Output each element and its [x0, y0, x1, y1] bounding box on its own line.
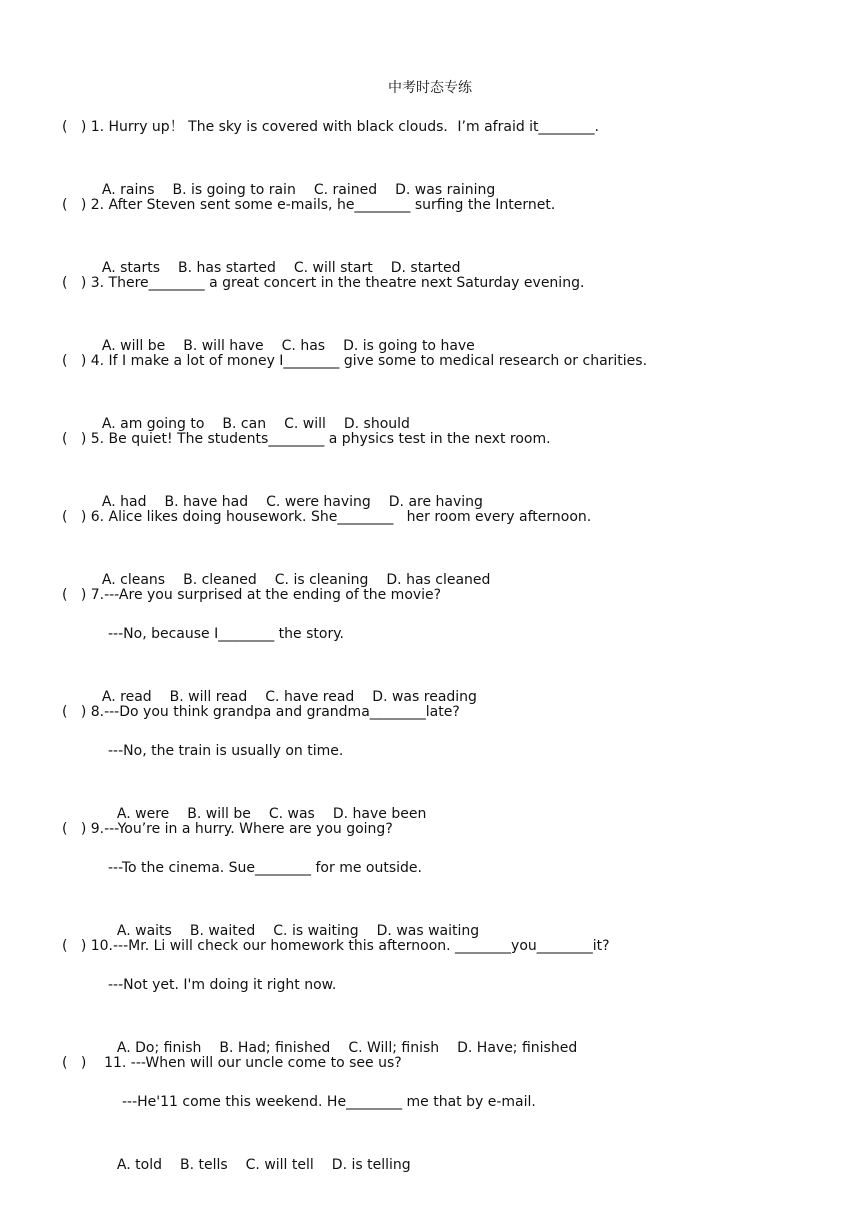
option-b[interactable]: B. have had — [164, 494, 249, 510]
option-b[interactable]: B. can — [222, 416, 267, 432]
option-b[interactable]: B. waited — [189, 923, 256, 939]
option-c[interactable]: C. has — [281, 338, 326, 354]
option-d[interactable]: D. should — [343, 416, 410, 432]
option-a[interactable]: A. cleans — [101, 572, 166, 588]
option-c[interactable]: C. were having — [266, 494, 371, 510]
question-7-reply: ---No, because I________ the story. — [108, 626, 344, 642]
option-a[interactable]: A. will be — [101, 338, 166, 354]
question-4-stem: ( ) 4. If I make a lot of money I________ give some to medical research or charities. — [62, 353, 648, 369]
option-a[interactable]: A. Do; finish — [116, 1040, 202, 1056]
question-7-stem: ( ) 7.---Are you surprised at the ending of the movie? — [62, 587, 442, 603]
question-8-stem: ( ) 8.---Do you think grandpa and grandma________late? — [62, 704, 460, 720]
question-2-stem: ( ) 2. After Steven sent some e-mails, he________ surfing the Internet． — [62, 197, 565, 213]
option-b[interactable]: B. is going to rain — [172, 182, 296, 198]
option-d[interactable]: D. was waiting — [376, 923, 480, 939]
option-d[interactable]: D. was reading — [372, 689, 477, 705]
option-c[interactable]: C. rained — [313, 182, 378, 198]
question-11-options — [108, 1129, 411, 1177]
option-a[interactable]: A. waits — [116, 923, 172, 939]
option-c[interactable]: C. Will; finish — [348, 1040, 440, 1056]
option-d[interactable]: D. have been — [332, 806, 427, 822]
option-a[interactable]: A. had — [101, 494, 147, 510]
option-c[interactable]: C. was — [268, 806, 315, 822]
option-c[interactable]: C. will tell — [245, 1157, 314, 1173]
question-9-reply: ---To the cinema. Sue________ for me outside. — [108, 860, 422, 876]
question-1-stem: ( ) 1. Hurry up！ The sky is covered with black clouds．I’m afraid it________. — [62, 119, 599, 135]
option-d[interactable]: D. is telling — [331, 1157, 411, 1173]
option-d[interactable]: D. is going to have — [343, 338, 475, 354]
option-b[interactable]: B. will be — [187, 806, 251, 822]
option-c[interactable]: C. have read — [265, 689, 355, 705]
option-d[interactable]: D. started — [390, 260, 461, 276]
question-10-reply: ---Not yet. I'm doing it right now. — [108, 977, 337, 993]
page-title: 中考时态专练 — [388, 80, 472, 96]
option-a[interactable]: A. told — [116, 1157, 162, 1173]
option-d[interactable]: D. are having — [388, 494, 483, 510]
option-a[interactable]: A. rains — [101, 182, 155, 198]
option-d[interactable]: D. has cleaned — [386, 572, 491, 588]
question-3-stem: ( ) 3. There________ a great concert in the theatre next Saturday evening． — [62, 275, 594, 291]
question-9-stem: ( ) 9.---You’re in a hurry. Where are you going? — [62, 821, 393, 837]
option-b[interactable]: B. tells — [179, 1157, 228, 1173]
option-b[interactable]: B. Had; finished — [219, 1040, 331, 1056]
option-a[interactable]: A. were — [116, 806, 170, 822]
option-a[interactable]: A. starts — [101, 260, 161, 276]
option-d[interactable]: D. was raining — [395, 182, 496, 198]
option-b[interactable]: B. cleaned — [183, 572, 257, 588]
option-b[interactable]: B. will have — [183, 338, 264, 354]
option-a[interactable]: A. read — [101, 689, 152, 705]
option-d[interactable]: D. Have; finished — [457, 1040, 578, 1056]
question-11-reply: ---He'11 come this weekend. He________ me that by e-mail. — [122, 1094, 536, 1110]
question-5-stem: ( ) 5. Be quiet! The students________ a physics test in the next room. — [62, 431, 551, 447]
option-b[interactable]: B. will read — [169, 689, 248, 705]
question-11-stem: ( ) 11. ---When will our uncle come to see us? — [62, 1055, 402, 1071]
option-b[interactable]: B. has started — [178, 260, 276, 276]
option-c[interactable]: C. will — [284, 416, 326, 432]
option-a[interactable]: A. am going to — [101, 416, 205, 432]
option-c[interactable]: C. is cleaning — [274, 572, 369, 588]
question-6-stem: ( ) 6. Alice likes doing housework. She________ her room every afternoon. — [62, 509, 592, 525]
option-c[interactable]: C. will start — [293, 260, 373, 276]
question-10-stem: ( ) 10.---Mr. Li will check our homework this afternoon. ________you________it? — [62, 938, 610, 954]
question-8-reply: ---No, the train is usually on time. — [108, 743, 344, 759]
option-c[interactable]: C. is waiting — [273, 923, 359, 939]
